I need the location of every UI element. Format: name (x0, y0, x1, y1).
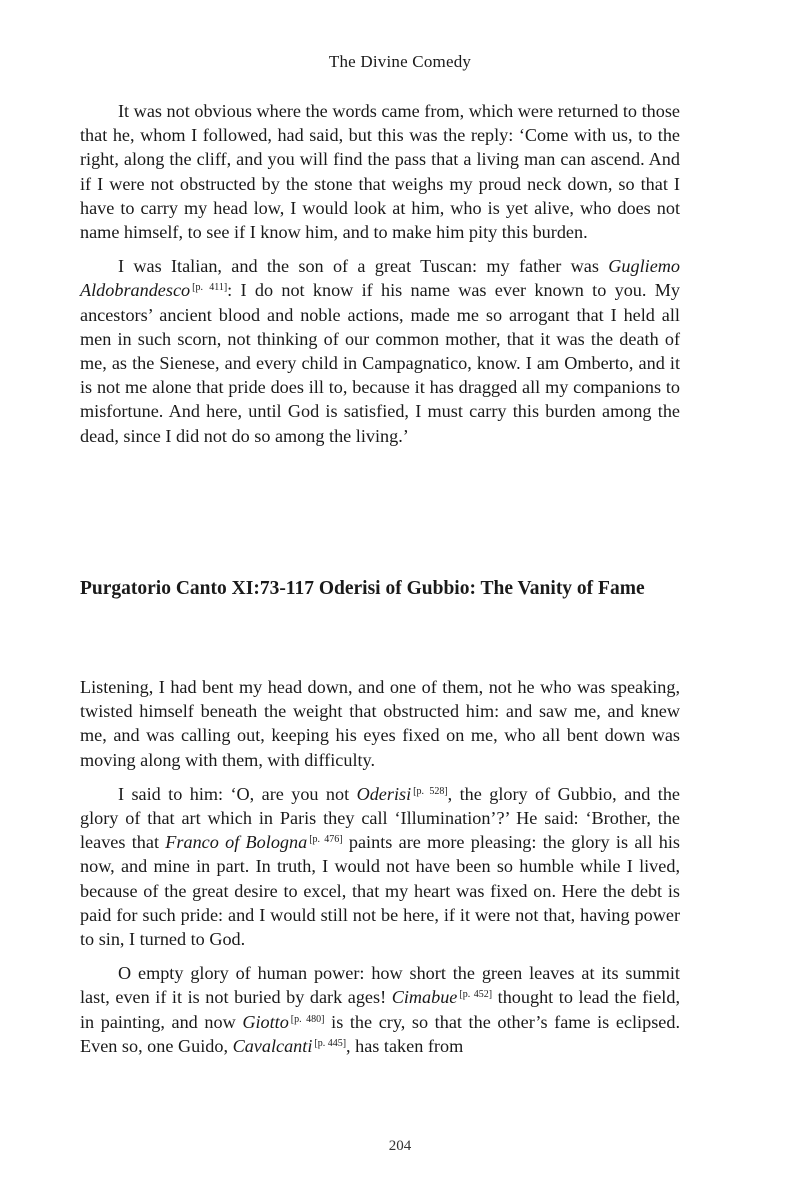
text-run: is the cry, so that the other’s fame is eclipsed. Even so, one Guido, (80, 1011, 680, 1056)
page-reference[interactable]: [p. 476] (309, 834, 343, 846)
text-run: thought to lead the field, in painting, and now (80, 987, 680, 1032)
text-run: paints are more pleasing: the glory is all his now, and mine in part. In truth, I would not have been so humble while I lived, because of the great desire to excel, that my heart was fixed on. Here the debt is paid for such pride: and I would still not be here, if it were not that, having power to sin, I turned to God. (80, 832, 681, 950)
page-reference[interactable]: [p. 411] (192, 282, 228, 294)
paragraph (80, 961, 680, 1058)
page-reference[interactable]: [p. 445] (314, 1037, 347, 1049)
text-run: , the glory of Gubbio, and the glory of that art which in Paris they call ‘Illumination’?’ He said: ‘Brother, the leaves that (80, 783, 680, 853)
text-block-2 (80, 675, 680, 1068)
paragraph (80, 99, 680, 244)
paragraph (80, 675, 680, 772)
text-run: I said to him: ‘O, are you not (118, 783, 357, 804)
text-run: , has taken from (346, 1035, 464, 1056)
italic-name: Cimabue (391, 987, 458, 1008)
paragraph (80, 782, 680, 951)
running-header: The Divine Comedy (328, 52, 472, 71)
text-run: Listening, I had bent my head down, and one of them, not he who was speaking, twisted himself beneath the weight that obstructed him: and saw me, and knew me, and was calling out, keeping his eyes fixed on me, who all bent down was moving along with them, with difficulty. (80, 677, 680, 770)
italic-name: Gugliemo Aldobrandesco (80, 256, 680, 301)
page-reference[interactable]: [p. 528] (413, 785, 448, 797)
page-reference[interactable]: [p. 480] (290, 1013, 325, 1025)
text-run: I was Italian, and the son of a great Tuscan: my father was (118, 256, 609, 277)
paragraph (80, 254, 680, 448)
text-run: : I do not know if his name was ever known to you. My ancestors’ ancient blood and noble actions, made me so arrogant that I held all men in such scorn, not thinking of our common mother, that it was the death of me, as the Sienese, and every child in Campagnatico, know. I am Omberto, and it is not me alone that pride does ill to, because it has dragged all my companions to misfortune. And here, until God is satisfied, I must carry this burden among the dead, since I did not do so among the living.’ (80, 280, 680, 446)
italic-name: Giotto (242, 1011, 289, 1032)
italic-name: Oderisi (356, 783, 412, 804)
italic-name: Franco of Bologna (165, 832, 308, 853)
italic-name: Cavalcanti (232, 1035, 313, 1056)
text-run: O empty glory of human power: how short the green leaves at its summit last, even if it is not buried by dark ages! (80, 963, 680, 1008)
text-run: It was not obvious where the words came from, which were returned to those that he, whom I followed, had said, but this was the reply: ‘Come with us, to the right, along the cliff, and you will find the pass that a living man can ascend. And if I were not obstructed by the stone that weighs my proud neck down, so that I have to carry my head low, I would look at him, who is yet alive, who does not name himself, to see if I know him, and to make him pity this burden. (80, 101, 680, 243)
section-heading: Purgatorio Canto XI:73-117 Oderisi of Gubbio: The Vanity of Fame (80, 578, 645, 599)
page-number: 204 (388, 1138, 412, 1154)
page-reference[interactable]: [p. 452] (459, 989, 493, 1001)
text-block-1 (80, 99, 680, 458)
